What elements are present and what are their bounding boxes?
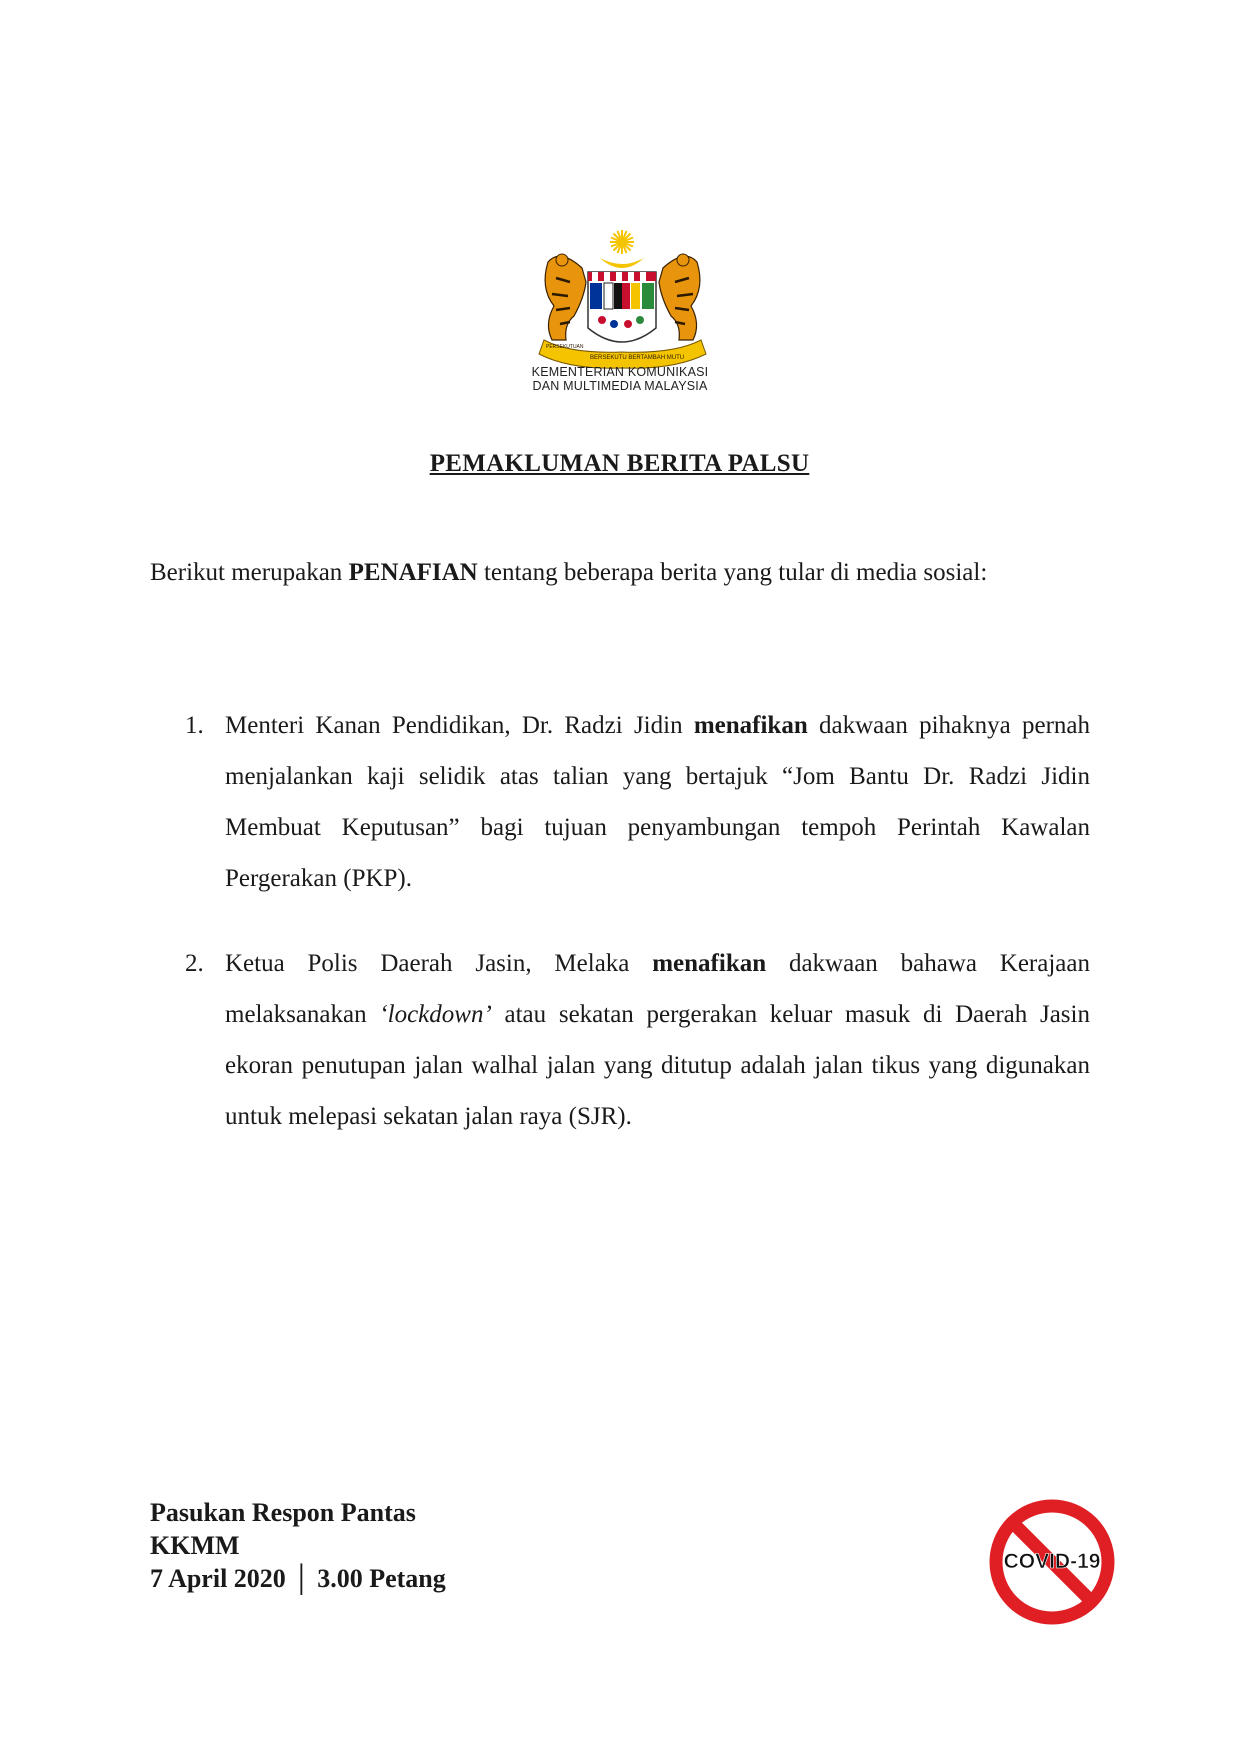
list-item-number: 1. (185, 712, 204, 739)
covid-label: COVID-19 (1003, 1550, 1101, 1573)
tiger-right-icon (659, 254, 700, 340)
page-title: PEMAKLUMAN BERITA PALSU (429, 450, 810, 477)
svg-text:PERSEKUTUAN: PERSEKUTUAN (546, 344, 584, 350)
item-text-before: Ketua Polis Daerah Jasin, Melaka (225, 950, 653, 977)
ministry-line-2: DAN MULTIMEDIA MALAYSIA (532, 379, 708, 393)
item-bold-term: menafikan (652, 950, 767, 977)
item-text-after: atau sekatan pergerakan keluar masuk di Daerah Jasin ekoran penutupan jalan walhal jalan yang ditutup adalah jalan tikus yang digunakan untuk melepasi sekatan jalan raya (SJR). (225, 1001, 1090, 1130)
intro-paragraph (150, 547, 1090, 598)
malaysia-coat-of-arms-logo (530, 228, 715, 388)
time-text: 3.00 Petang (317, 1564, 446, 1593)
federal-star-icon (610, 230, 634, 254)
item-text-middle: dakwaan bahawa Kerajaan melaksanakan (225, 950, 1090, 1028)
svg-text:BERSEKUTU BERTAMBAH MUTU: BERSEKUTU BERTAMBAH MUTU (590, 355, 685, 361)
list-item-number: 2. (185, 950, 204, 977)
crescent-icon (600, 258, 644, 268)
intro-text-after: tentang beberapa berita yang tular di media sosial: (477, 559, 988, 586)
motto-ribbon-icon (539, 340, 706, 368)
intro-text-before: Berikut merupakan (150, 559, 349, 586)
intro-bold-term: PENAFIAN (348, 559, 478, 586)
date-time-line (150, 1562, 446, 1595)
item-italic-term: ‘lockdown’ (379, 1001, 492, 1028)
ministry-name (480, 365, 760, 393)
item-bold-term: menafikan (693, 712, 808, 739)
item-text-before: Menteri Kanan Pendidikan, Dr. Radzi Jidin (225, 712, 694, 739)
list-item-text (225, 938, 1090, 1142)
list-item (150, 938, 1090, 1142)
item-text-after: dakwaan pihaknya pernah menjalankan kaji selidik atas talian yang bertajuk “Jom Bantu Dr. Radzi Jidin Membuat Keputusan” bagi tujuan penyambungan tempoh Perintah Kawalan Pergerakan (PKP). (225, 712, 1090, 892)
separator: │ (292, 1564, 311, 1593)
date-text: 7 April 2020 (150, 1564, 286, 1593)
no-covid-icon (988, 1498, 1116, 1626)
tiger-left-icon (545, 254, 586, 340)
shield-icon (588, 272, 656, 342)
list-item-text (225, 700, 1090, 904)
ministry-line-1: KEMENTERIAN KOMUNIKASI (531, 365, 709, 379)
signature-block (150, 1496, 446, 1595)
team-name: Pasukan Respon Pantas (150, 1498, 416, 1527)
list-item (150, 700, 1090, 904)
organization-name: KKMM (150, 1531, 240, 1560)
